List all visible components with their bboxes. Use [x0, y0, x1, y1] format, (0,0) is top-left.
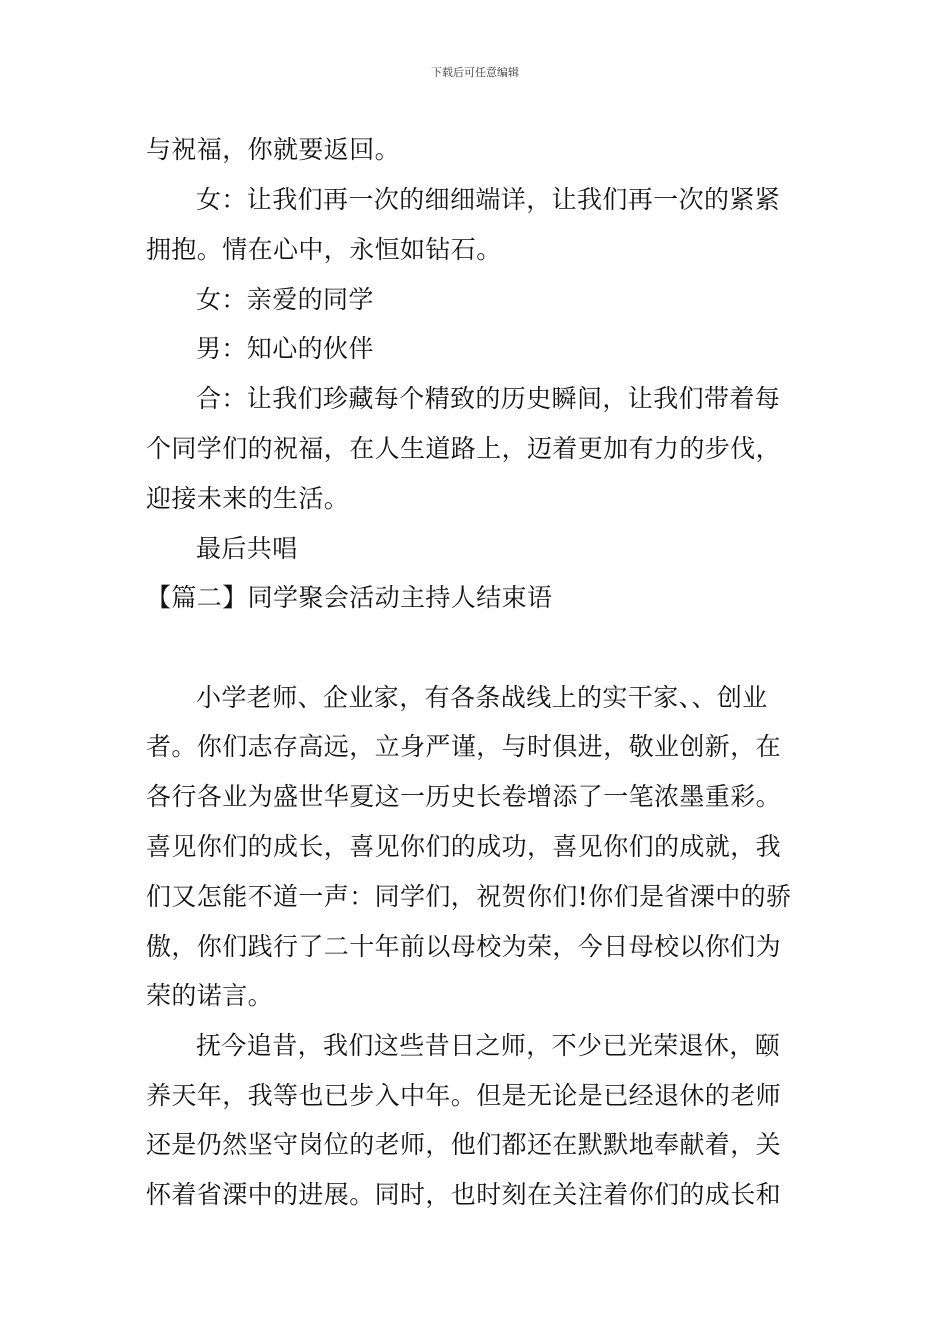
- text-line: 女：亲爱的同学: [196, 285, 374, 314]
- text-line: 男：知心的伙伴: [196, 334, 374, 363]
- text-line: 们又怎能不道一声：同学们，祝贺你们!你们是省溧中的骄: [146, 882, 792, 911]
- text-line: 傲，你们践行了二十年前以母校为荣，今日母校以你们为: [146, 932, 782, 961]
- text-line: 抚今追昔，我们这些昔日之师，不少已光荣退休，颐: [196, 1031, 781, 1060]
- text-line: 怀着省溧中的进展。同时，也时刻在关注着你们的成长和: [146, 1180, 782, 1209]
- text-line: 荣的诺言。: [146, 981, 274, 1010]
- text-line: 迎接未来的生活。: [146, 484, 350, 513]
- text-line: 小学老师、企业家，有各条战线上的实干家、、创业: [196, 683, 768, 712]
- text-line: 各行各业为盛世华夏这一历史长卷增添了一笔浓墨重彩。: [146, 782, 782, 811]
- text-line: 女：让我们再一次的细细端详，让我们再一次的紧紧: [196, 185, 781, 214]
- text-line: 还是仍然坚守岗位的老师，他们都还在默默地奉献着，关: [146, 1130, 782, 1159]
- page-header-note: 下载后可任意编辑: [431, 66, 519, 79]
- text-line: 个同学们的祝福，在人生道路上，迈着更加有力的步伐，: [146, 434, 782, 463]
- text-line: 喜见你们的成长，喜见你们的成功，喜见你们的成就，我: [146, 832, 782, 861]
- text-line: 养天年，我等也已步入中年。但是无论是已经退休的老师: [146, 1081, 782, 1110]
- text-line: 与祝福，你就要返回。: [146, 135, 401, 164]
- text-line: 拥抱。情在心中，永恒如钻石。: [146, 235, 502, 264]
- text-line: 最后共唱: [196, 534, 298, 563]
- section-heading: 【篇二】同学聚会活动主持人结束语: [146, 583, 553, 612]
- text-line: 合：让我们珍藏每个精致的历史瞬间，让我们带着每: [196, 384, 781, 413]
- text-line: 者。你们志存高远，立身严谨，与时俱进，敬业创新，在: [146, 732, 782, 761]
